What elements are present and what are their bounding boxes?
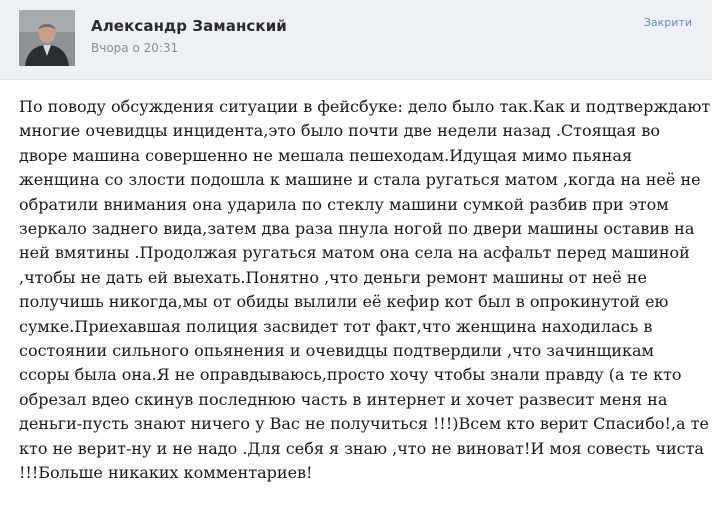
post-body-line: По поводу обсуждения ситуации в фейсбуке: дело было так.Как и подтверждают [19,97,711,116]
user-photo-icon [19,10,75,66]
post-body-line: многие очевидцы инцидента,это было почти две недели назад .Стоящая во [19,121,660,141]
post-body-line: деньги-пусть знают ничего у Вас не получиться !!!)Всем кто верит Спасибо!,а те [19,414,709,434]
post-body-line: обрезал вдео скинув последнюю часть в интернет и хочет развесит меня на [19,389,668,409]
post-body-line: получишь никогда,мы от обиды вылили её кефир кот был в опрокинутой ею [19,292,669,312]
post-body-line: женщина со злости подошла к машине и стала ругаться матом ,когда на неё не [19,170,701,190]
avatar[interactable] [19,10,75,66]
post-header [0,0,712,80]
post-body-line: состоянии сильного опьянения и очевидцы подтвердили ,что зачинщикам [19,341,654,361]
post-body-line: сумке.Приехавшая полиция засвидет тот факт,что женщина находилась в [19,316,653,336]
post-body-line: обратили внимания она ударила по стеклу машини сумкой разбив при этом [19,194,669,214]
post-timestamp[interactable]: Вчора о 20:31 [91,41,179,55]
post-body-line: дворе машина совершенно не мешала пешеходам.Идущая мимо пьяная [19,145,633,165]
post-body-line: зеркало заднего вида,затем два раза пнула ногой по двери машины оставив на [19,219,695,239]
post-body-line: ней вмятины .Продолжая ругаться матом она села на асфальт перед машиной [19,243,690,263]
post-body [19,95,711,486]
author-name[interactable]: Александр Заманский [91,17,287,35]
post-body-line: кто не верит-ну и не надо .Для себя я знаю ,что не виноват!И моя совесть чиста [19,438,704,458]
close-link[interactable]: Закрити [643,16,692,29]
post-body-line: !!!Больше никаких комментариев! [19,463,313,483]
post-body-line: ссоры была она.Я не оправдываюсь,просто хочу чтобы знали правду (а те кто [19,365,682,385]
post-body-line: ,чтобы не дать ей выехать.Понятно ,что деньги ремонт машины от неё не [19,267,647,287]
